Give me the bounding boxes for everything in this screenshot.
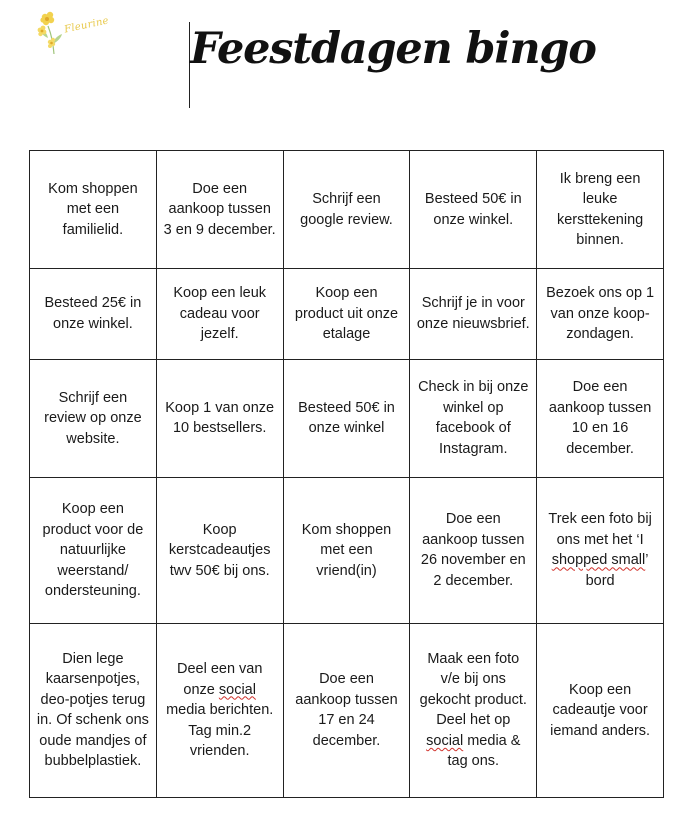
bingo-cell[interactable]: Check in bij onze winkel op facebook of Instagram. [410,359,537,477]
bingo-cell[interactable]: Schrijf je in voor onze nieuwsbrief. [410,269,537,359]
bingo-cell[interactable]: Besteed 50€ in onze winkel [283,359,410,477]
bingo-cell[interactable]: Koop een product uit onze etalage [283,269,410,359]
bingo-cell[interactable]: Koop kerstcadeautjes twv 50€ bij ons. [156,477,283,623]
bingo-cell[interactable]: Maak een foto v/e bij ons gekocht product. Deel het op social media & tag ons. [410,623,537,797]
bingo-cell[interactable]: Schrijf een review op onze website. [30,359,157,477]
logo-text: Fleurine [63,15,110,36]
bingo-cell[interactable]: Doe een aankoop tussen 3 en 9 december. [156,151,283,269]
bingo-cell[interactable]: Koop een product voor de natuurlijke weerstand/ ondersteuning. [30,477,157,623]
bingo-row [30,269,664,359]
bingo-cell[interactable]: Kom shoppen met een familielid. [30,151,157,269]
bingo-row [30,477,664,623]
bingo-cell[interactable]: Doe een aankoop tussen 10 en 16 december. [537,359,664,477]
bingo-cell[interactable]: Bezoek ons op 1 van onze koop-zondagen. [537,269,664,359]
bingo-cell[interactable]: Doe een aankoop tussen 17 en 24 december. [283,623,410,797]
bingo-cell[interactable]: Koop een leuk cadeau voor jezelf. [156,269,283,359]
bingo-cell[interactable]: Deel een van onze social media berichten. Tag min.2 vrienden. [156,623,283,797]
bingo-cell[interactable]: Kom shoppen met een vriend(in) [283,477,410,623]
bingo-cell[interactable]: Doe een aankoop tussen 26 november en 2 december. [410,477,537,623]
bingo-row [30,151,664,269]
bingo-cell[interactable]: Schrijf een google review. [283,151,410,269]
bingo-row [30,623,664,797]
bingo-cell[interactable]: Trek een foto bij ons met het ‘I shopped small’ bord [537,477,664,623]
bingo-grid [29,150,664,798]
bingo-cell[interactable]: Besteed 25€ in onze winkel. [30,269,157,359]
bingo-cell[interactable]: Besteed 50€ in onze winkel. [410,151,537,269]
bingo-cell[interactable]: Ik breng een leuke kersttekening binnen. [537,151,664,269]
bingo-cell[interactable]: Koop 1 van onze 10 bestsellers. [156,359,283,477]
bingo-row [30,359,664,477]
bingo-cell[interactable]: Dien lege kaarsenpotjes, deo-potjes terug in. Of schenk ons oude mandjes of bubbelplastiek. [30,623,157,797]
page-title: Feestdagen bingo [190,24,596,74]
brand-logo [34,8,114,56]
bingo-cell[interactable]: Koop een cadeautje voor iemand anders. [537,623,664,797]
